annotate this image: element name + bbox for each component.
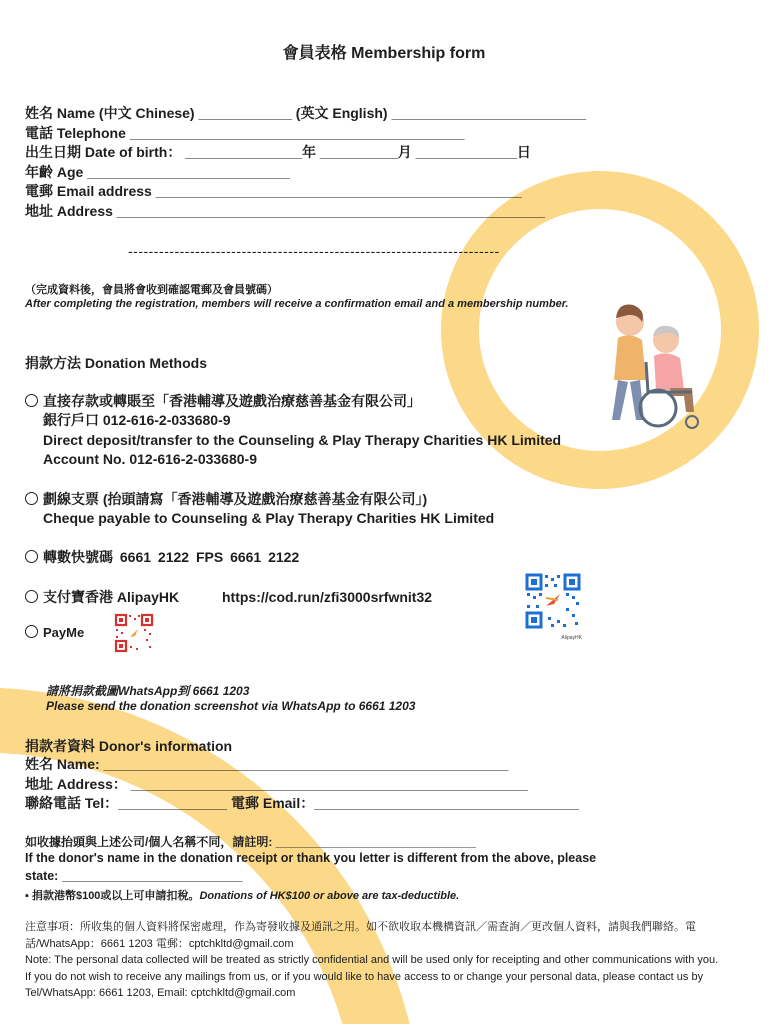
privacy-notice-zh: 注意事項：所收集的個人資料將保密處理，作為寄發收據及通訊之用。如不欲收取本機構資訊／需查詢／更改個人資料，請與我們聯絡。電話/WhatsApp：6661 1203 電郵：cptchkltd@gmail.com bbox=[25, 921, 696, 950]
telephone-field-line[interactable]: 電話 Telephone ___________________________________________ bbox=[25, 125, 465, 141]
radio-circle-icon[interactable] bbox=[25, 625, 38, 638]
state-field-line[interactable]: state: __________________________ bbox=[25, 869, 243, 883]
payme-option[interactable] bbox=[25, 625, 84, 640]
whatsapp-note-en: Please send the donation screenshot via WhatsApp to 6661 1203 bbox=[46, 699, 416, 713]
radio-circle-icon[interactable] bbox=[25, 492, 38, 505]
radio-circle-icon[interactable] bbox=[25, 550, 38, 563]
dob-field-line[interactable]: 出生日期 Date of birth： _______________年 __________月 _____________日 bbox=[25, 144, 531, 160]
radio-circle-icon[interactable] bbox=[25, 394, 38, 407]
cheque-line1: 劃線支票 (抬頭請寫「香港輔導及遊戲治療慈善基金有限公司」) bbox=[43, 491, 428, 507]
privacy-notice-en: Note: The personal data collected will be treated as strictly confidential and will be used only for receipting and other communications with you. If you do not wish to receive any mailings from us, or if you would like to have access to or change your personal data, please contact us by Tel/WhatsApp: 6661 1203, Email: cptchkltd@gmail.com bbox=[25, 954, 719, 999]
divider-line: ------------------------------------------------------------------------ bbox=[128, 243, 500, 259]
email-field-line[interactable]: 電郵 Email address _______________________________________________ bbox=[25, 183, 522, 199]
cheque-option[interactable] bbox=[25, 490, 427, 510]
cheque-line2: Cheque payable to Counseling & Play Therapy Charities HK Limited bbox=[43, 510, 495, 526]
confirm-note-en: After completing the registration, members will receive a confirmation email and a membership number. bbox=[25, 298, 569, 310]
address-field-line[interactable]: 地址 Address _______________________________________________________ bbox=[25, 203, 546, 219]
receipt-name-note-zh[interactable]: 如收據抬頭與上述公司/個人名稱不同，請註明: ______________________________ bbox=[25, 835, 476, 849]
alipay-option[interactable] bbox=[25, 588, 179, 608]
confirm-note-zh: （完成資料後，會員將會收到確認電郵及會員號碼） bbox=[25, 284, 278, 296]
donor-tel-email-field-line[interactable]: 聯絡電話 Tel：______________ 電郵 Email：__________________________________ bbox=[25, 795, 579, 811]
deposit-line4: Account No. 012-616-2-033680-9 bbox=[43, 451, 257, 467]
alipay-label: 支付寶香港 AlipayHK bbox=[43, 589, 180, 605]
fps-option[interactable] bbox=[25, 548, 299, 568]
deposit-option[interactable] bbox=[25, 392, 421, 412]
tax-note-en: Donations of HK$100 or above are tax-deductible. bbox=[199, 890, 460, 902]
radio-circle-icon[interactable] bbox=[25, 590, 38, 603]
payme-label: PayMe bbox=[43, 625, 85, 640]
tax-deductible-note bbox=[25, 887, 459, 903]
alipay-qr-code bbox=[524, 572, 582, 641]
name-field-line[interactable]: 姓名 Name (中文 Chinese) ____________ (英文 English) _________________________ bbox=[25, 105, 587, 121]
donor-name-field-line[interactable]: 姓名 Name: ____________________________________________________ bbox=[25, 756, 509, 772]
payme-qr-code bbox=[114, 613, 154, 653]
age-field-line[interactable]: 年齡 Age __________________________ bbox=[25, 164, 290, 180]
deposit-line2: 銀行戶口 012-616-2-033680-9 bbox=[43, 412, 231, 428]
donor-address-field-line[interactable]: 地址 Address： ___________________________________________________ bbox=[25, 776, 528, 792]
page-title: 會員表格 Membership form bbox=[282, 45, 486, 62]
qr-code-icon bbox=[524, 572, 582, 630]
donation-methods-heading: 捐款方法 Donation Methods bbox=[25, 355, 207, 371]
caregiver-wheelchair-illustration bbox=[600, 300, 710, 435]
deposit-line1: 直接存款或轉賬至「香港輔導及遊戲治療慈善基金有限公司」 bbox=[43, 393, 421, 409]
alipay-qr-caption: AlipayHK bbox=[561, 635, 582, 641]
alipay-link[interactable]: https://cod.run/zfi3000srfwnit32 bbox=[222, 589, 433, 605]
fps-label: 轉數快號碼 6661 2122 FPS 6661 2122 bbox=[43, 549, 300, 565]
deposit-line3: Direct deposit/transfer to the Counseling & Play Therapy Charities HK Limited bbox=[43, 432, 562, 448]
whatsapp-note-zh: 請將捐款截圖WhatsApp到 6661 1203 bbox=[46, 684, 250, 698]
receipt-name-note-en: If the donor's name in the donation receipt or thank you letter is different from the above, please bbox=[25, 851, 597, 865]
tax-note-zh: ▪ 捐款港幣$100或以上可申請扣稅。 bbox=[25, 890, 200, 902]
donor-info-heading: 捐款者資料 Donor's information bbox=[25, 738, 233, 754]
